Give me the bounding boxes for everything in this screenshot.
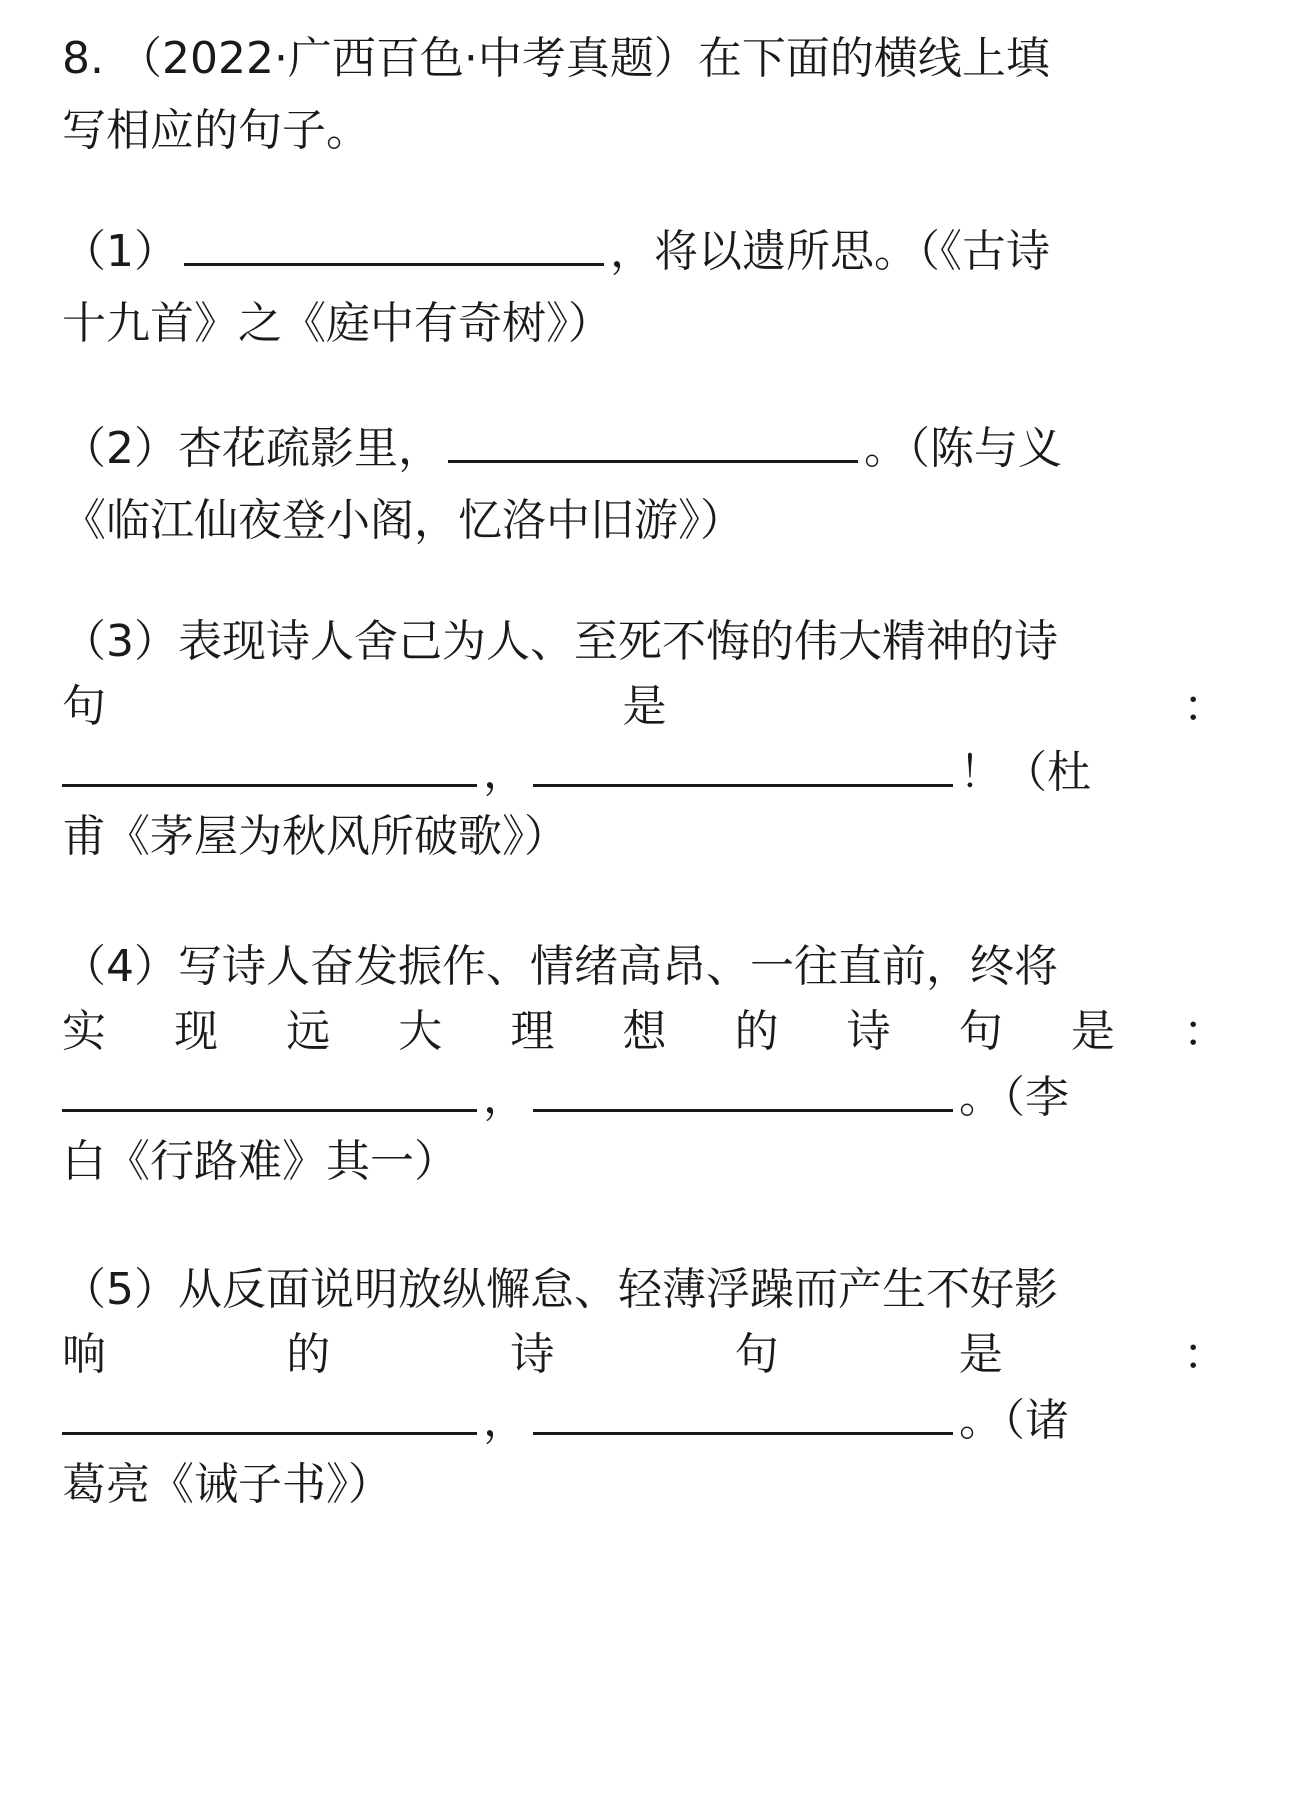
question-line-2: 写相应的句子。 bbox=[62, 105, 370, 156]
item-4-word: 理 bbox=[510, 1006, 555, 1057]
item-3-blank-1[interactable] bbox=[62, 738, 477, 787]
item-5-word: ： bbox=[1182, 1329, 1227, 1380]
item-5-word: 句 bbox=[734, 1329, 779, 1380]
item-3-word: 是 bbox=[622, 681, 667, 732]
item-4-word: 句 bbox=[958, 1006, 1003, 1057]
item-2-prefix: （2）杏花疏影里， bbox=[62, 423, 442, 474]
item-1-source-start: ，将以遗所思。（《古诗 bbox=[610, 226, 1050, 277]
item-5-word: 响 bbox=[62, 1329, 106, 1380]
item-5-blank-1[interactable] bbox=[62, 1386, 477, 1435]
item-3-source-start: ！（杜 bbox=[959, 747, 1091, 798]
item-4-word: 想 bbox=[622, 1006, 667, 1057]
item-5-line-1: （5）从反面说明放纵懈怠、轻薄浮躁而产生不好影 bbox=[62, 1264, 1058, 1315]
item-3-line-3 bbox=[62, 736, 1227, 810]
item-5-source-start: 。（诸 bbox=[959, 1395, 1069, 1446]
item-4-word: 实 bbox=[62, 1006, 106, 1057]
item-4-line-3 bbox=[62, 1061, 1227, 1135]
item-4-blank-2[interactable] bbox=[533, 1063, 953, 1112]
item-1-prefix: （1） bbox=[62, 226, 178, 277]
item-4-word: 诗 bbox=[846, 1006, 891, 1057]
item-5-line-2 bbox=[62, 1318, 1227, 1392]
item-5-word: 是 bbox=[958, 1329, 1003, 1380]
item-4-word: 大 bbox=[398, 1006, 443, 1057]
item-3-blank-2[interactable] bbox=[533, 738, 953, 787]
item-3-word: 句 bbox=[62, 681, 106, 732]
item-1-line-1 bbox=[62, 215, 1227, 289]
item-4-word: 的 bbox=[734, 1006, 779, 1057]
item-2-blank[interactable] bbox=[448, 414, 858, 463]
item-2-source-start: 。（陈与义 bbox=[864, 423, 1062, 474]
item-4-word: 是 bbox=[1070, 1006, 1115, 1057]
item-3-comma: ， bbox=[483, 747, 527, 798]
item-5-blank-2[interactable] bbox=[533, 1386, 953, 1435]
item-2-line-2: 《临江仙夜登小阁，忆洛中旧游》） bbox=[62, 495, 744, 546]
item-5-word: 诗 bbox=[510, 1329, 555, 1380]
item-4-comma: ， bbox=[483, 1072, 527, 1123]
item-4-line-1: （4）写诗人奋发振作、情绪高昂、一往直前，终将 bbox=[62, 941, 1058, 992]
item-4-word: 现 bbox=[174, 1006, 219, 1057]
item-4-word: 远 bbox=[286, 1006, 331, 1057]
item-5-line-4: 葛亮《诫子书》） bbox=[62, 1459, 392, 1510]
item-1-line-2: 十九首》之《庭中有奇树》） bbox=[62, 298, 612, 349]
item-4-line-2 bbox=[62, 995, 1227, 1069]
item-4-line-4: 白《行路难》其一） bbox=[62, 1136, 458, 1187]
item-4-source-start: 。（李 bbox=[959, 1072, 1069, 1123]
item-3-line-1: （3）表现诗人舍己为人、至死不悔的伟大精神的诗 bbox=[62, 616, 1058, 667]
item-5-word: 的 bbox=[286, 1329, 331, 1380]
item-5-comma: ， bbox=[483, 1395, 527, 1446]
item-4-word: ： bbox=[1182, 1006, 1227, 1057]
item-3-word: ： bbox=[1183, 681, 1227, 732]
item-1-blank[interactable] bbox=[184, 217, 604, 266]
question-line-1: 8. （2022·广西百色·中考真题）在下面的横线上填 bbox=[62, 33, 1050, 84]
item-4-blank-1[interactable] bbox=[62, 1063, 477, 1112]
item-5-line-3 bbox=[62, 1384, 1227, 1458]
item-3-line-4: 甫《茅屋为秋风所破歌》） bbox=[62, 811, 568, 862]
item-3-line-2 bbox=[62, 670, 1227, 744]
item-2-line-1 bbox=[62, 412, 1227, 486]
